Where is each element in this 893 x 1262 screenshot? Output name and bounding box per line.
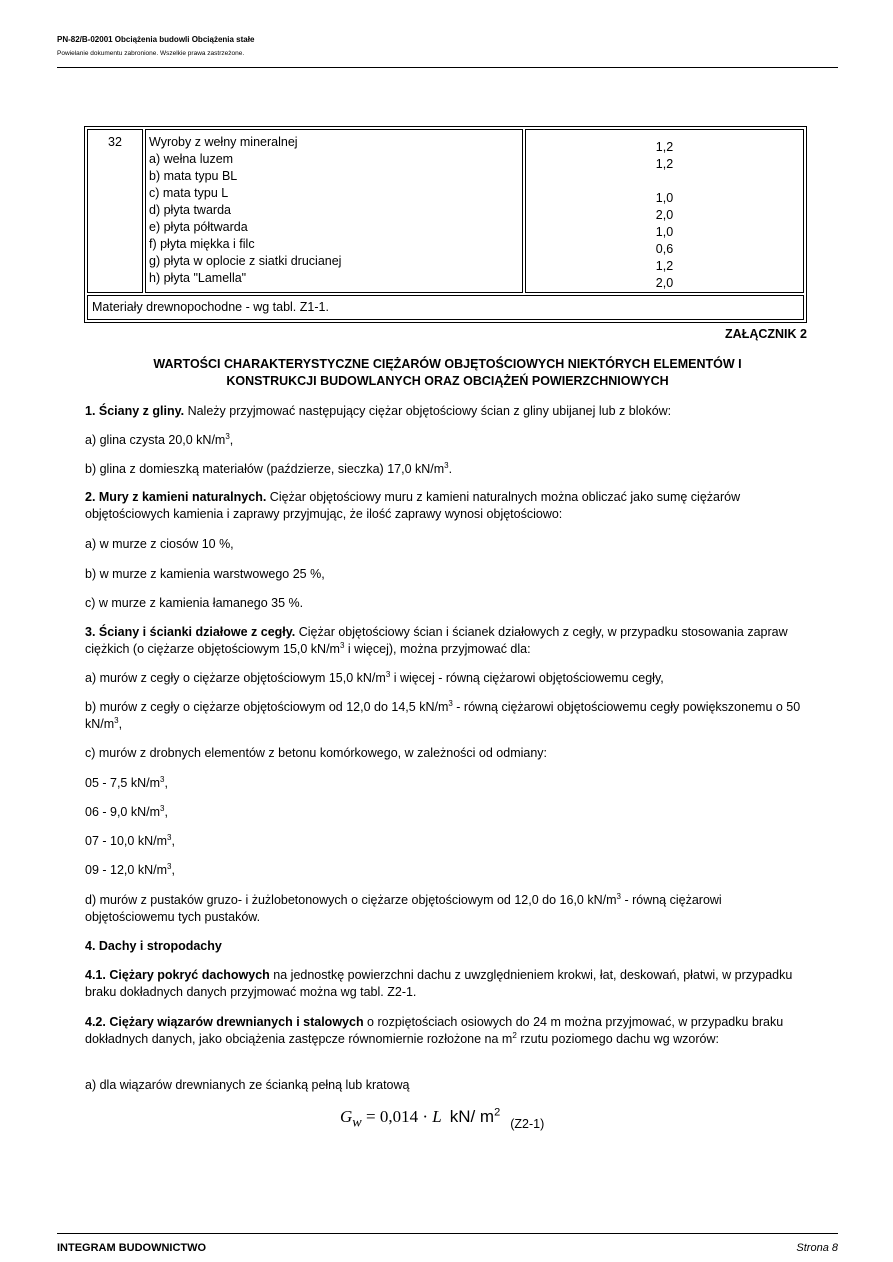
s4-heading-text: 4. Dachy i stropodachy [85,939,222,953]
s3-d-text: d) murów z pustaków gruzo- i żużlobetonowych o ciężarze objętościowym od 12,0 do 16,0 kN/m [85,893,617,907]
superscript: 3 [225,431,230,441]
item-values [525,129,804,293]
s1-item-b [85,461,810,478]
formula-z2-1 [340,1107,544,1131]
s2-item-b: b) w murze z kamienia warstwowego 25 %, [85,567,325,581]
item-name: a) wełna luzem [149,152,234,166]
superscript: 3 [448,698,453,708]
variant-text: 09 - 12,0 kN/m [85,863,167,877]
formula-var: L [432,1107,442,1126]
s2-heading: 2. Mury z kamieni naturalnych. [85,490,267,504]
s1-a-text: a) glina czysta 20,0 kN/m [85,433,226,447]
header-title: PN-82/B-02001 Obciążenia budowli Obciążenia stałe [57,35,255,44]
item-name: e) płyta półtwarda [149,220,248,234]
s2-text: Ciężar objętościowy muru z kamieni naturalnych można obliczać jako sumę ciężarów objętościowych kamienia i zaprawy przyjmując, że ilość zaprawy wynosi objętościowo: [85,490,741,521]
header-notice: Powielanie dokumentu zabronione. Wszelkie prawa zastrzeżone. [57,50,245,57]
punct: , [118,717,123,731]
punct: . [448,462,453,476]
s3-heading: 3. Ściany i ścianki działowe z cegły. [85,625,296,639]
s4-1 [85,967,810,1001]
superscript: 2 [512,1030,517,1040]
s3-variant-07 [85,833,810,850]
item-value: 0,6 [655,242,674,256]
page-header [57,35,838,58]
item-value: 1,2 [655,157,674,171]
superscript: 3 [114,715,119,725]
punct: , [229,433,234,447]
formula-unit [450,1107,501,1126]
s4-2-heading: 4.2. Ciężary wiązarów drewnianych i stalowych [85,1015,364,1029]
item-value: 1,0 [655,191,674,205]
variant-text: 05 - 7,5 kN/m [85,776,161,790]
s3-variant-06 [85,804,810,821]
row-number: 32 [87,129,143,293]
item-value: 1,2 [655,140,674,154]
superscript: 3 [166,861,172,871]
item-value: 2,0 [655,208,674,222]
superscript: 3 [160,774,165,784]
formula-var: G [340,1107,353,1126]
s1-intro [85,403,810,420]
item-names [145,129,523,293]
superscript: 3 [166,832,172,842]
s3-item-b [85,699,810,733]
s3-variant-05 [85,775,810,792]
variant-text: 07 - 10,0 kN/m [85,834,167,848]
s3-variant-09 [85,862,810,879]
item-value: 2,0 [655,276,674,290]
materials-table [84,126,807,323]
punct: , [171,863,175,877]
item-name: c) mata typu L [149,186,229,200]
s3-text: Ciężar objętościowy ścian i ścianek działowych z cegły, w przypadku stosowania zapraw ciężkich (o ciężarze objętościowym 15,0 kN/m [85,625,788,656]
item-name: Wyroby z wełny mineralnej [149,135,298,149]
s3-item-c: c) murów z drobnych elementów z betonu komórkowego, w zależności od odmiany: [85,746,548,760]
s4-1-text: na jednostkę powierzchni dachu z uwzględnieniem krokwi, łat, deskowań, płatwi, w przypadku braku dokładnych danych przyjmować można wg tabl. Z2-1. [85,968,793,999]
item-value: 1,0 [655,225,674,239]
superscript: 3 [385,669,391,679]
annex-title-line: WARTOŚCI CHARAKTERYSTYCZNE CIĘŻARÓW OBJĘTOŚCIOWYCH NIEKTÓRYCH ELEMENTÓW I [153,357,742,371]
s3-a-text: i więcej - równą ciężarowi objętościowemu cegły, [390,671,664,685]
footer-rule [57,1233,838,1234]
superscript: 3 [160,803,165,813]
item-name: h) płyta "Lamella" [149,271,247,285]
s3-text: i więcej), można przyjmować dla: [344,642,531,656]
footer-publisher: INTEGRAM BUDOWNICTWO [57,1242,207,1254]
header-rule [57,67,838,68]
table-row [87,295,804,320]
s1-item-a [85,432,810,449]
s3-item-d [85,892,810,926]
item-name: f) płyta miękka i filc [149,237,255,251]
item-name: d) płyta twarda [149,203,231,217]
s2-item-a: a) w murze z ciosów 10 %, [85,537,234,551]
formula-ref: (Z2-1) [510,1117,545,1131]
superscript: 3 [339,640,345,650]
table-note: Materiały drewnopochodne - wg tabl. Z1-1. [87,295,804,320]
footer-page-number: Strona 8 [796,1242,838,1254]
s4-2 [85,1014,810,1048]
annex-label: ZAŁĄCZNIK 2 [725,327,807,341]
item-value [526,173,803,190]
formula-exp: 2 [494,1106,501,1119]
punct: , [171,834,175,848]
punct: , [164,805,168,819]
s3-a-text: a) murów z cegły o ciężarze objętościowym 15,0 kN/m [85,671,386,685]
s1-b-text: b) glina z domieszką materiałów (paździerze, sieczka) 17,0 kN/m [85,462,445,476]
s4-heading [85,938,810,955]
item-value: 1,2 [655,259,674,273]
s3-b-text: - równą ciężarowi objętościowemu cegły powiększonemu o 50 kN/m [85,700,801,731]
s4-2-text: o rozpiętościach osiowych do 24 m można przyjmować, w przypadku braku dokładnych danych, jako obciążenia zastępcze równomiernie rozłożone na m [85,1015,784,1046]
superscript: 3 [616,891,621,901]
s4-1-heading: 4.1. Ciężary pokryć dachowych [85,968,270,982]
s3-b-text: b) murów z cegły o ciężarze objętościowym od 12,0 do 14,5 kN/m [85,700,449,714]
s1-heading: 1. Ściany z gliny. [85,404,185,418]
s4-2-text: rzutu poziomego dachu wg wzorów: [516,1032,719,1046]
s3-item-a [85,670,810,687]
s4-2-item-a: a) dla wiązarów drewnianych ze ścianką pełną lub kratową [85,1078,410,1092]
s1-text: Należy przyjmować następujący ciężar objętościowy ścian z gliny ubijanej lub z bloków: [184,404,672,418]
punct: , [164,776,168,790]
annex-title [85,356,810,390]
variant-text: 06 - 9,0 kN/m [85,805,161,819]
formula-sub: w [352,1114,362,1131]
s2-intro [85,489,810,523]
superscript: 3 [444,460,449,470]
s3-d-text: - równą ciężarowi objętościowemu tych pustaków. [85,893,722,924]
item-name: b) mata typu BL [149,169,238,183]
s2-item-c: c) w murze z kamienia łamanego 35 %. [85,596,304,610]
table-row [87,129,804,293]
s3-intro [85,624,810,658]
item-name: g) płyta w oplocie z siatki drucianej [149,254,342,268]
annex-title-line: KONSTRUKCJI BUDOWLANYCH ORAZ OBCIĄŻEŃ POWIERZCHNIOWYCH [226,374,669,388]
formula-eq: = 0,014 · [361,1107,433,1126]
formula-unit-text: kN/ m [449,1107,495,1126]
